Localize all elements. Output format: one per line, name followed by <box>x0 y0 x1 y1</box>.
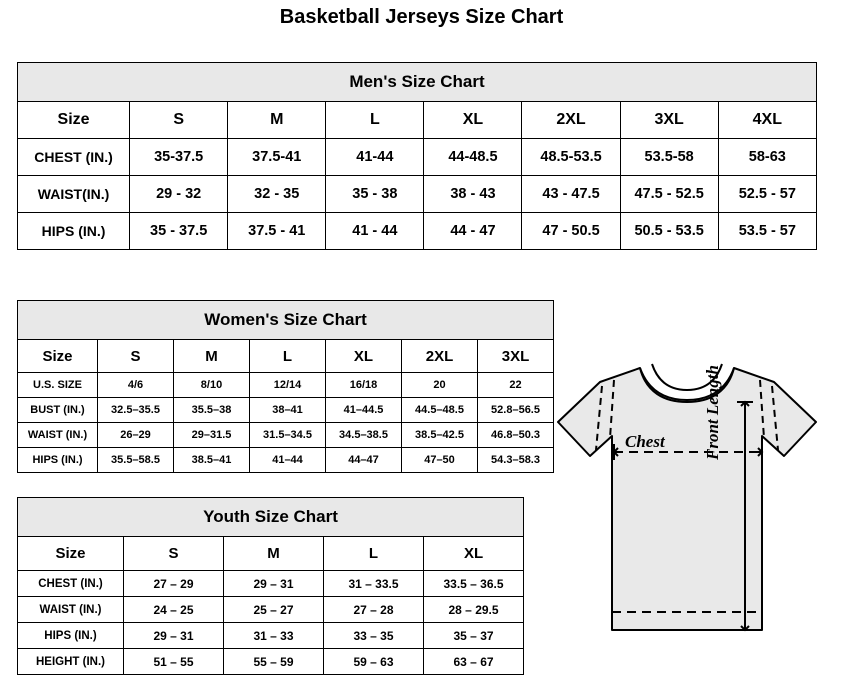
table-cell: 53.5-58 <box>620 139 718 176</box>
column-header: M <box>174 340 250 373</box>
table-caption-row <box>18 63 817 102</box>
table-cell: 47 - 50.5 <box>522 213 620 250</box>
table-row <box>18 623 524 649</box>
table-cell: 35 - 37.5 <box>130 213 228 250</box>
table-cell: 41–44.5 <box>326 398 402 423</box>
table-cell: 54.3–58.3 <box>478 448 554 473</box>
table-cell: 35 - 38 <box>326 176 424 213</box>
column-header: XL <box>326 340 402 373</box>
table-cell: 33 – 35 <box>324 623 424 649</box>
mens-size-chart-table <box>17 62 817 250</box>
table-cell: 35 – 37 <box>424 623 524 649</box>
column-header: S <box>98 340 174 373</box>
table-cell: 37.5 - 41 <box>228 213 326 250</box>
table-cell: 44-48.5 <box>424 139 522 176</box>
column-header: M <box>224 537 324 571</box>
row-label: U.S. SIZE <box>18 373 98 398</box>
table-cell: 55 – 59 <box>224 649 324 675</box>
table-cell: 16/18 <box>326 373 402 398</box>
table-cell: 29 – 31 <box>224 571 324 597</box>
table-cell: 41-44 <box>326 139 424 176</box>
page-title: Basketball Jerseys Size Chart <box>279 6 564 28</box>
table-cell: 27 – 29 <box>124 571 224 597</box>
table-caption: Youth Size Chart <box>18 498 524 537</box>
jersey-measurement-diagram <box>540 330 835 675</box>
column-header: Size <box>18 340 98 373</box>
youth-size-chart-table <box>17 497 524 675</box>
column-header: Size <box>18 102 130 139</box>
table-cell: 29 – 31 <box>124 623 224 649</box>
table-cell: 44.5–48.5 <box>402 398 478 423</box>
row-label: WAIST (IN.) <box>18 423 98 448</box>
table-cell: 29 - 32 <box>130 176 228 213</box>
table-cell: 31 – 33.5 <box>324 571 424 597</box>
table-cell: 28 – 29.5 <box>424 597 524 623</box>
column-header: M <box>228 102 326 139</box>
table-row <box>18 373 554 398</box>
table-cell: 46.8–50.3 <box>478 423 554 448</box>
table-cell: 47–50 <box>402 448 478 473</box>
column-header: 2XL <box>402 340 478 373</box>
table-cell: 27 – 28 <box>324 597 424 623</box>
table-cell: 38.5–42.5 <box>402 423 478 448</box>
table-header-row <box>18 102 817 139</box>
table-cell: 38–41 <box>250 398 326 423</box>
row-label: CHEST (IN.) <box>18 139 130 176</box>
table-cell: 20 <box>402 373 478 398</box>
table-row <box>18 423 554 448</box>
table-cell: 48.5-53.5 <box>522 139 620 176</box>
table-cell: 12/14 <box>250 373 326 398</box>
table-cell: 24 – 25 <box>124 597 224 623</box>
chest-measurement-label: Chest <box>625 432 665 451</box>
table-cell: 44 - 47 <box>424 213 522 250</box>
row-label: WAIST (IN.) <box>18 597 124 623</box>
table-cell: 52.5 - 57 <box>718 176 816 213</box>
table-row <box>18 448 554 473</box>
table-cell: 47.5 - 52.5 <box>620 176 718 213</box>
table-cell: 37.5-41 <box>228 139 326 176</box>
front-length-measurement-label: Front Length <box>703 365 722 460</box>
table-cell: 35.5–58.5 <box>98 448 174 473</box>
table-header-row <box>18 340 554 373</box>
table-cell: 52.8–56.5 <box>478 398 554 423</box>
column-header: 3XL <box>478 340 554 373</box>
table-cell: 34.5–38.5 <box>326 423 402 448</box>
table-cell: 58-63 <box>718 139 816 176</box>
table-row <box>18 139 817 176</box>
column-header: 3XL <box>620 102 718 139</box>
column-header: Size <box>18 537 124 571</box>
column-header: 2XL <box>522 102 620 139</box>
table-row <box>18 649 524 675</box>
table-cell: 31 – 33 <box>224 623 324 649</box>
column-header: L <box>250 340 326 373</box>
table-cell: 35.5–38 <box>174 398 250 423</box>
column-header: S <box>124 537 224 571</box>
table-row <box>18 597 524 623</box>
table-cell: 51 – 55 <box>124 649 224 675</box>
column-header: 4XL <box>718 102 816 139</box>
table-row <box>18 213 817 250</box>
row-label: BUST (IN.) <box>18 398 98 423</box>
table-cell: 38.5–41 <box>174 448 250 473</box>
table-header-row <box>18 537 524 571</box>
table-cell: 41–44 <box>250 448 326 473</box>
table-cell: 33.5 – 36.5 <box>424 571 524 597</box>
row-label: HIPS (IN.) <box>18 448 98 473</box>
table-cell: 29–31.5 <box>174 423 250 448</box>
table-cell: 43 - 47.5 <box>522 176 620 213</box>
table-cell: 31.5–34.5 <box>250 423 326 448</box>
row-label: WAIST(IN.) <box>18 176 130 213</box>
table-cell: 41 - 44 <box>326 213 424 250</box>
table-cell: 38 - 43 <box>424 176 522 213</box>
table-cell: 25 – 27 <box>224 597 324 623</box>
womens-size-chart-table <box>17 300 554 473</box>
table-cell: 50.5 - 53.5 <box>620 213 718 250</box>
table-cell: 59 – 63 <box>324 649 424 675</box>
table-cell: 32.5–35.5 <box>98 398 174 423</box>
table-cell: 53.5 - 57 <box>718 213 816 250</box>
table-cell: 22 <box>478 373 554 398</box>
column-header: L <box>326 102 424 139</box>
table-cell: 44–47 <box>326 448 402 473</box>
table-cell: 35-37.5 <box>130 139 228 176</box>
table-row <box>18 398 554 423</box>
row-label: HEIGHT (IN.) <box>18 649 124 675</box>
table-cell: 26–29 <box>98 423 174 448</box>
table-cell: 4/6 <box>98 373 174 398</box>
table-caption: Women's Size Chart <box>18 301 554 340</box>
table-row <box>18 571 524 597</box>
column-header: S <box>130 102 228 139</box>
table-cell: 32 - 35 <box>228 176 326 213</box>
column-header: XL <box>424 102 522 139</box>
table-caption-row <box>18 498 524 537</box>
table-cell: 63 – 67 <box>424 649 524 675</box>
row-label: CHEST (IN.) <box>18 571 124 597</box>
table-cell: 8/10 <box>174 373 250 398</box>
column-header: XL <box>424 537 524 571</box>
row-label: HIPS (IN.) <box>18 213 130 250</box>
row-label: HIPS (IN.) <box>18 623 124 649</box>
table-row <box>18 176 817 213</box>
column-header: L <box>324 537 424 571</box>
table-caption-row <box>18 301 554 340</box>
table-caption: Men's Size Chart <box>18 63 817 102</box>
